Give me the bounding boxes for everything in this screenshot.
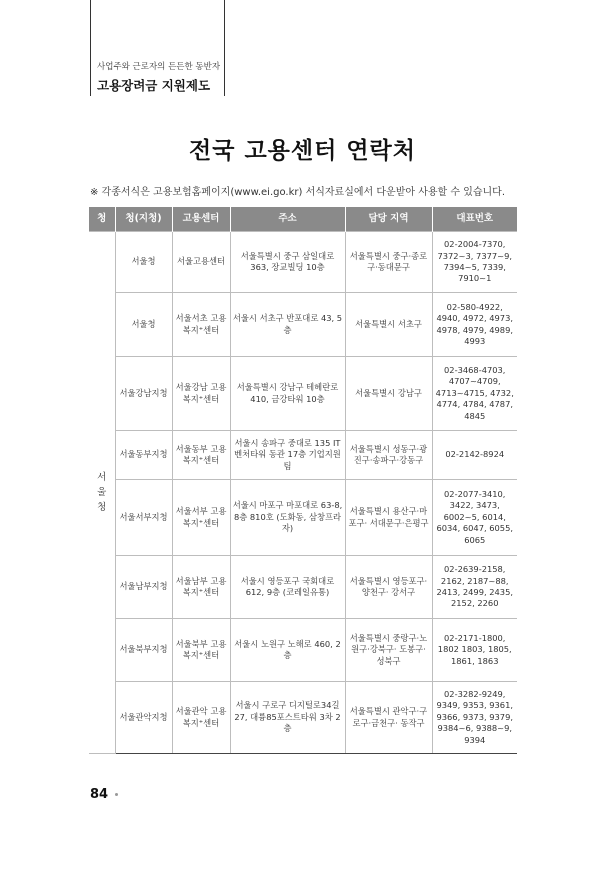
header-cell-address: 주소 (230, 207, 345, 232)
address-cell: 서울시 서초구 반포대로 43, 5층 (230, 293, 345, 357)
header-cell-center: 고용센터 (172, 207, 230, 232)
center-cell: 서울서초 고용복지⁺센터 (172, 293, 230, 357)
page-number: 84 (90, 787, 109, 802)
header-cell-region: 청 (89, 207, 115, 232)
center-cell: 서울북부 고용복지⁺센터 (172, 619, 230, 682)
page-number-dot (115, 793, 118, 796)
address-cell: 서울시 영등포구 국회대로 612, 9층 (코레일유통) (230, 556, 345, 619)
phone-cell: 02-3282-9249, 9349, 9353, 9361, 9366, 9373, 9379, 9384~6, 9388~9, 9394 (432, 682, 517, 754)
area-cell: 서울특별시 성동구·광진구·송파구·강동구 (345, 431, 432, 480)
notice-text: ※ 각종서식은 고용보험홈페이지(www.ei.go.kr) 서식자료실에서 다운받아 사용할 수 있습니다. (90, 187, 506, 198)
table-row (89, 480, 517, 556)
header-cell-area: 담당 지역 (345, 207, 432, 232)
phone-cell: 02-2171-1800, 1802 1803, 1805, 1861, 1863 (432, 619, 517, 682)
office-cell: 서울강남지청 (115, 357, 172, 431)
address-cell: 서울시 마포구 마포대로 63-8, 8층 810호 (도화동, 삼창프라자) (230, 480, 345, 556)
center-cell: 서울동부 고용복지⁺센터 (172, 431, 230, 480)
header-title: 고용장려금 지원제도 (97, 78, 211, 93)
table-row (89, 556, 517, 619)
table-row (89, 682, 517, 754)
center-cell: 서울고용센터 (172, 232, 230, 293)
office-cell: 서울북부지청 (115, 619, 172, 682)
area-cell: 서울특별시 서초구 (345, 293, 432, 357)
center-cell: 서울강남 고용복지⁺센터 (172, 357, 230, 431)
area-cell: 서울특별시 중구·종로구·동대문구 (345, 232, 432, 293)
region-cell-seoul: 서 울 청 (89, 232, 115, 754)
phone-cell: 02-2004-7370, 7372~3, 7377~9, 7394~5, 7339, 7910~1 (432, 232, 517, 293)
office-cell: 서울동부지청 (115, 431, 172, 480)
center-cell: 서울관악 고용복지⁺센터 (172, 682, 230, 754)
address-cell: 서울시 송파구 중대로 135 IT벤처타워 동관 17층 기업지원팀 (230, 431, 345, 480)
area-cell: 서울특별시 강남구 (345, 357, 432, 431)
area-cell: 서울특별시 중랑구·노원구·강북구· 도봉구·성북구 (345, 619, 432, 682)
center-cell: 서울남부 고용복지⁺센터 (172, 556, 230, 619)
table-row (89, 619, 517, 682)
address-cell: 서울시 구로구 디지털로34길 27, 대륭85포스트타워 3차 2층 (230, 682, 345, 754)
running-header (90, 0, 225, 96)
office-cell: 서울남부지청 (115, 556, 172, 619)
phone-cell: 02-2077-3410, 3422, 3473, 6002~5, 6014, 6034, 6047, 6055, 6065 (432, 480, 517, 556)
office-cell: 서울서부지청 (115, 480, 172, 556)
header-cell-phone: 대표번호 (432, 207, 517, 232)
table-row (89, 357, 517, 431)
phone-cell: 02-3468-4703, 4707~4709, 4713~4715, 4732, 4774, 4784, 4787, 4845 (432, 357, 517, 431)
area-cell: 서울특별시 용산구·마포구· 서대문구·은평구 (345, 480, 432, 556)
table-row (89, 293, 517, 357)
office-cell: 서울청 (115, 232, 172, 293)
header-subtitle: 사업주와 근로자의 든든한 동반자 (97, 62, 221, 72)
address-cell: 서울특별시 강남구 테헤란로 410, 금강타워 10층 (230, 357, 345, 431)
area-cell: 서울특별시 관악구·구로구·금천구· 동작구 (345, 682, 432, 754)
center-cell: 서울서부 고용복지⁺센터 (172, 480, 230, 556)
office-cell: 서울청 (115, 293, 172, 357)
employment-center-table (89, 207, 517, 754)
phone-cell: 02-580-4922, 4940, 4972, 4973, 4978, 4979, 4989, 4993 (432, 293, 517, 357)
area-cell: 서울특별시 영등포구·양천구· 강서구 (345, 556, 432, 619)
phone-cell: 02-2639-2158, 2162, 2187~88, 2413, 2499, 2435, 2152, 2260 (432, 556, 517, 619)
table-header-row (89, 207, 517, 232)
table-row (89, 431, 517, 480)
address-cell: 서울특별시 중구 삼일대로 363, 장교빌딩 10층 (230, 232, 345, 293)
phone-cell: 02-2142-8924 (432, 431, 517, 480)
header-cell-office: 청(지청) (115, 207, 172, 232)
office-cell: 서울관악지청 (115, 682, 172, 754)
page-title: 전국 고용센터 연락처 (189, 138, 416, 164)
address-cell: 서울시 노원구 노해로 460, 2층 (230, 619, 345, 682)
table-row (89, 232, 517, 293)
